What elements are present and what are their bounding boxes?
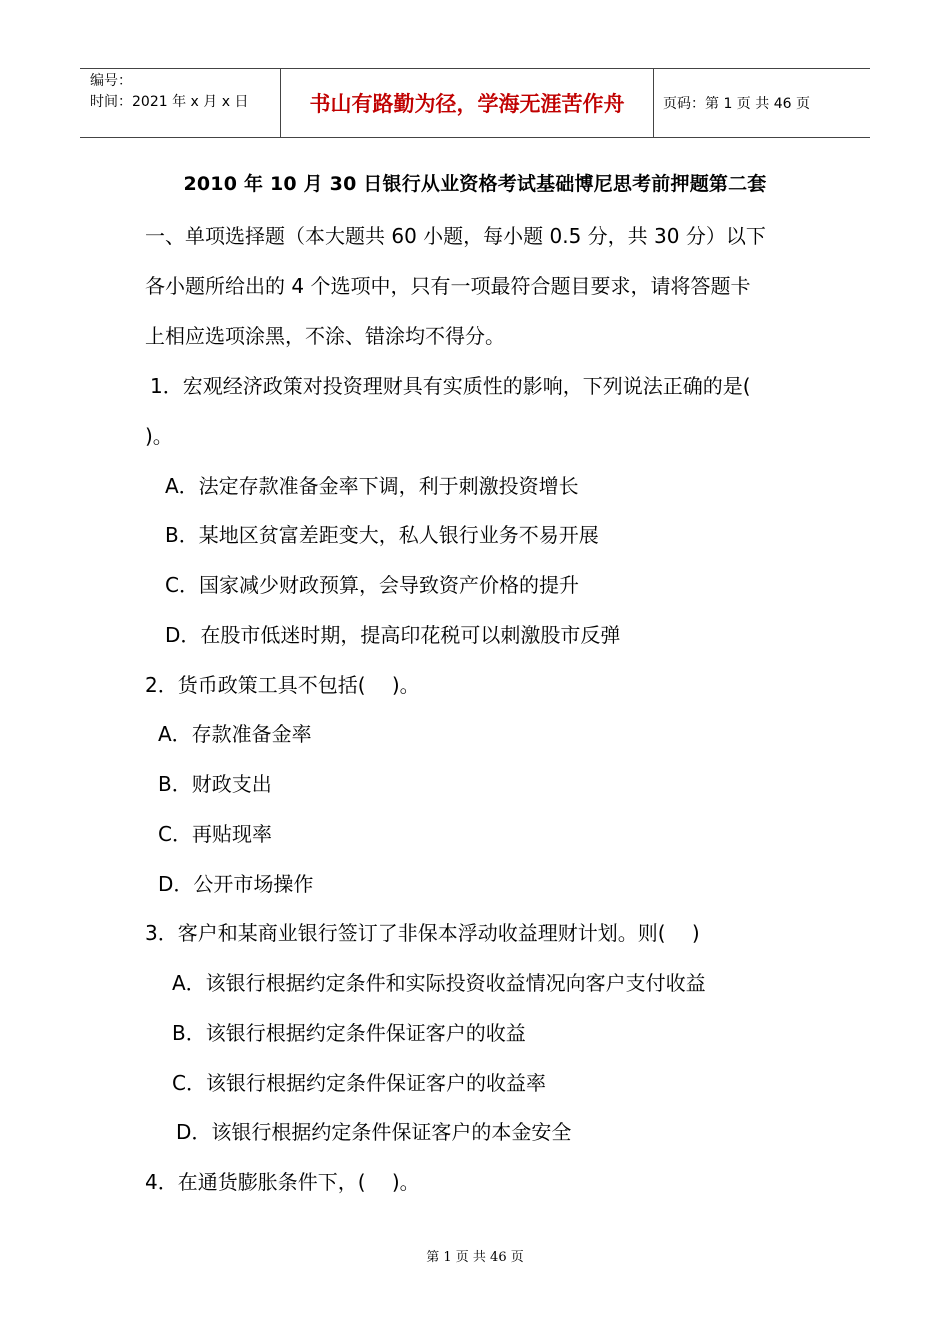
- question-3-option-a: A．该银行根据约定条件和实际投资收益情况向客户支付收益: [172, 971, 706, 995]
- question-1-stem: 1．宏观经济政策对投资理财具有实质性的影响，下列说法正确的是(: [150, 374, 751, 398]
- question-1-option-d: D．在股市低迷时期，提高印花税可以刺激股市反弹: [165, 623, 621, 647]
- section-intro-line: 各小题所给出的 4 个选项中，只有一项最符合题目要求，请将答题卡: [145, 274, 751, 298]
- question-1-option-a: A．法定存款准备金率下调，利于刺激投资增长: [165, 474, 579, 498]
- question-3-stem: 3．客户和某商业银行签订了非保本浮动收益理财计划。则( ): [145, 921, 700, 945]
- question-2-stem: 2．货币政策工具不包括( )。: [145, 673, 420, 697]
- question-2-option-c: C．再贴现率: [158, 822, 272, 846]
- section-intro-line: 上相应选项涂黑，不涂、错涂均不得分。: [145, 324, 505, 348]
- question-2-option-b: B．财政支出: [158, 772, 272, 796]
- question-1-option-b: B．某地区贫富差距变大，私人银行业务不易开展: [165, 523, 599, 547]
- page-footer: 第 1 页 共 46 页: [426, 1250, 524, 1265]
- header-page-label: 页码：第 1 页 共 46 页: [663, 96, 810, 112]
- header-number: 编号：: [90, 73, 132, 89]
- question-3-option-d: D．该银行根据约定条件保证客户的本金安全: [176, 1120, 572, 1144]
- question-2-option-d: D．公开市场操作: [158, 872, 314, 896]
- document-title: 2010 年 10 月 30 日银行从业资格考试基础博尼思考前押题第二套: [183, 173, 767, 195]
- page-header: [80, 68, 870, 138]
- question-1-stem: )。: [145, 424, 173, 448]
- question-3-option-c: C．该银行根据约定条件保证客户的收益率: [172, 1071, 546, 1095]
- question-3-option-b: B．该银行根据约定条件保证客户的收益: [172, 1021, 526, 1045]
- question-4-stem: 4．在通货膨胀条件下，( )。: [145, 1170, 420, 1194]
- question-1-option-c: C．国家减少财政预算，会导致资产价格的提升: [165, 573, 579, 597]
- header-motto: 书山有路勤为径，学海无涯苦作舟: [281, 69, 654, 137]
- header-time: 时间：2021 年 x 月 x 日: [90, 94, 249, 110]
- question-2-option-a: A．存款准备金率: [158, 722, 312, 746]
- section-intro-line: 一、单项选择题（本大题共 60 小题，每小题 0.5 分，共 30 分）以下: [145, 224, 766, 248]
- header-meta: [80, 69, 281, 137]
